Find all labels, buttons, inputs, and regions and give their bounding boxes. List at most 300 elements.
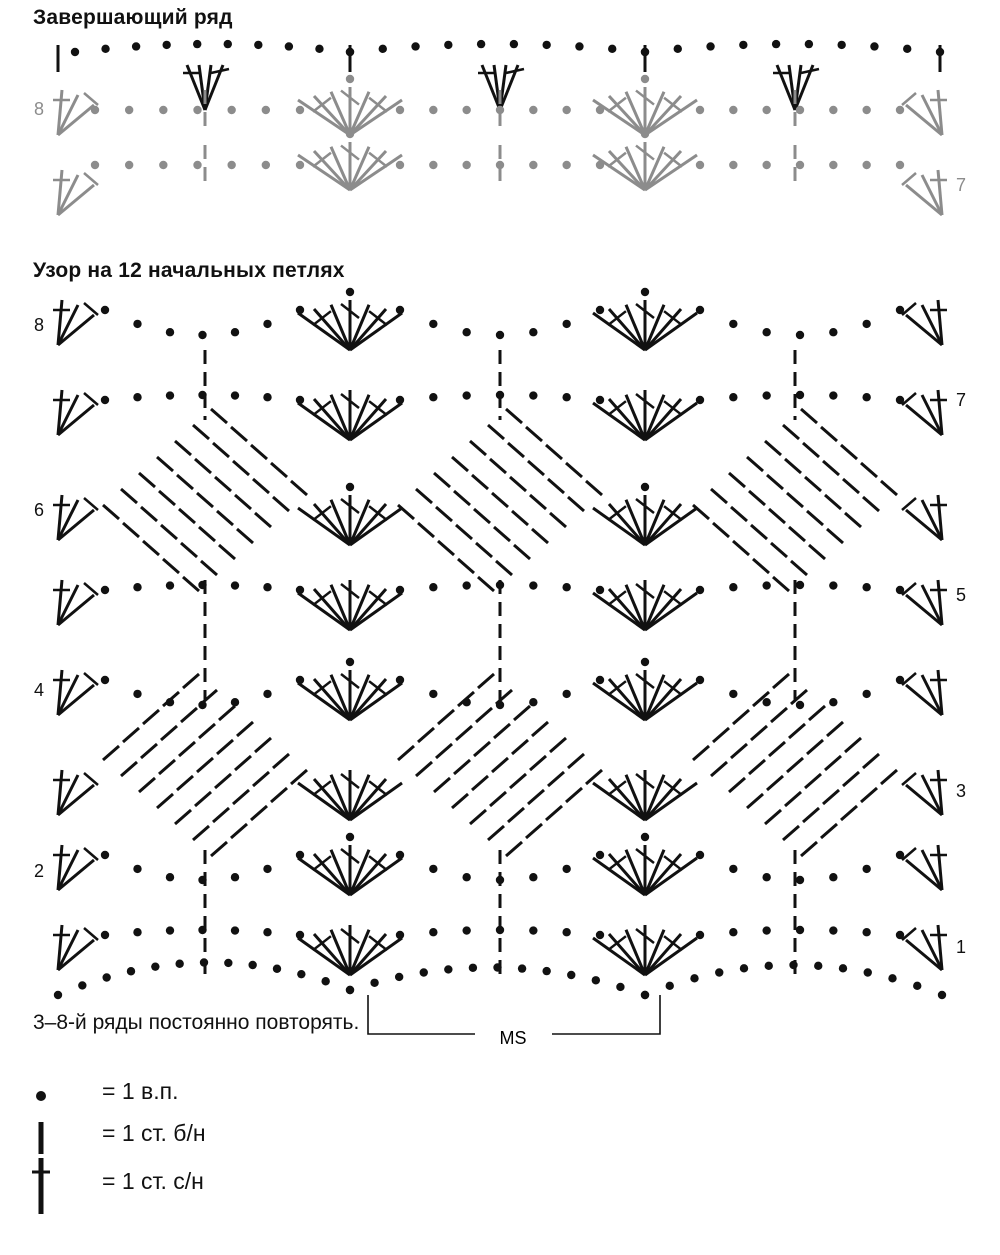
chain-dot: [444, 41, 452, 49]
chain-dot: [132, 42, 140, 50]
chain-dot: [567, 971, 575, 979]
chain-dot: [896, 396, 904, 404]
chain-dot: [542, 41, 550, 49]
diagonal-stitch: [271, 788, 287, 802]
chain-dot: [296, 161, 304, 169]
chain-dot: [263, 690, 271, 698]
edge-fan: [53, 390, 98, 435]
double-crochet: [58, 860, 94, 890]
double-crochet-bar: [84, 393, 98, 405]
diagonal-stitch: [803, 443, 819, 457]
edge-fan: [53, 90, 98, 135]
diagonal-stitch: [103, 746, 119, 760]
chain-dot: [262, 161, 270, 169]
chain-dot: [296, 851, 304, 859]
chain-dot: [101, 306, 109, 314]
repeat-note: 3–8-й ряды постоянно повторять.: [33, 1011, 360, 1034]
edge-fan: [53, 495, 98, 540]
chain-dot: [396, 161, 404, 169]
diagonal-stitch: [235, 495, 251, 509]
chain-dot: [379, 45, 387, 53]
edge-fan: [53, 300, 98, 345]
edge-fan: [902, 170, 947, 215]
edge-fan: [902, 300, 947, 345]
diagonal-stitch: [789, 724, 805, 738]
chain-dot: [862, 320, 870, 328]
shell-fan: [298, 483, 402, 545]
pattern-chart: [53, 288, 947, 999]
chain-dot: [562, 393, 570, 401]
shell-fan: [593, 75, 697, 135]
chain-dot: [315, 45, 323, 53]
double-crochet: [58, 405, 94, 435]
diagonal-stitch: [494, 527, 510, 541]
diagonal-stitch: [731, 507, 747, 521]
chain-dot: [896, 676, 904, 684]
diagonal-stitch: [183, 577, 199, 591]
chain-dot: [346, 130, 354, 138]
double-crochet: [58, 785, 94, 815]
chain-dot: [562, 583, 570, 591]
chain-dot: [429, 865, 437, 873]
chain-dot: [102, 973, 110, 981]
legend-double-crochet: [30, 1164, 204, 1208]
diagonal-stitch: [803, 808, 819, 822]
diagonal-stitch: [418, 728, 434, 742]
shell-fan: [298, 390, 402, 440]
diagonal-stitch: [197, 493, 213, 507]
chain-dot: [78, 981, 86, 989]
diagonal-stitch: [568, 497, 584, 511]
diagonal-stitch: [143, 541, 159, 555]
chain-dot: [862, 690, 870, 698]
chain-dot: [829, 581, 837, 589]
chain-dot: [596, 306, 604, 314]
diagonal-stitch: [785, 459, 801, 473]
diagonal-stitch: [436, 744, 452, 758]
double-crochet-bar: [902, 93, 916, 105]
chain-dot: [562, 865, 570, 873]
double-crochet-bar: [902, 773, 916, 785]
diagonal-stitch: [193, 826, 209, 840]
chain-dot: [296, 306, 304, 314]
chain-dot: [296, 106, 304, 114]
diagonal-stitch: [546, 806, 562, 820]
legend-chain: [30, 1074, 179, 1118]
chain-dot: [133, 690, 141, 698]
diagonal-stitch: [157, 457, 173, 471]
chain-dot: [231, 581, 239, 589]
chain-dot: [864, 968, 872, 976]
diagonal-stitch: [532, 529, 548, 543]
diagonal-stitch: [821, 427, 837, 441]
chain-dot: [101, 931, 109, 939]
chain-dot: [829, 698, 837, 706]
chain-dot: [396, 396, 404, 404]
diagonal-stitch: [568, 754, 584, 768]
diagonal-stitch: [753, 559, 769, 573]
diagonal-stitch: [881, 770, 897, 784]
diagonal-stitch: [789, 527, 805, 541]
edge-fan: [902, 670, 947, 715]
chain-dot: [829, 106, 837, 114]
chain-dot: [796, 876, 804, 884]
diagonal-stitch: [159, 760, 175, 774]
diagonal-stitch: [211, 409, 227, 423]
chain-dot: [396, 106, 404, 114]
chain-dot: [296, 586, 304, 594]
diagonal-stitch: [416, 762, 432, 776]
shell-fan: [298, 770, 402, 820]
chain-dot: [696, 306, 704, 314]
double-crochet: [58, 185, 94, 215]
diagonal-stitch: [217, 740, 233, 754]
diagonal-stitch: [161, 525, 177, 539]
diagonal-stitch: [219, 545, 235, 559]
chain-dot: [762, 873, 770, 881]
diagonal-stitch: [845, 513, 861, 527]
chain-dot: [370, 979, 378, 987]
chain-dot: [789, 961, 797, 969]
diagonal-stitch: [823, 790, 839, 804]
double-crochet: [58, 595, 94, 625]
double-crochet: [58, 940, 94, 970]
row-number: 4: [33, 680, 44, 700]
chain-dot: [101, 851, 109, 859]
diagonal-stitch: [233, 461, 249, 475]
diagonal-stitch: [787, 758, 803, 772]
chain-dot: [706, 42, 714, 50]
chain-dot: [762, 328, 770, 336]
diagonal-stitch: [251, 445, 267, 459]
diagonal-stitch: [843, 479, 859, 493]
diagonal-stitch: [181, 543, 197, 557]
row-number: 3: [956, 781, 967, 801]
diagonal-stitch: [765, 441, 781, 455]
diagonal-stitch: [863, 754, 879, 768]
diagonal-stitch: [496, 690, 512, 704]
chain-dot: [888, 974, 896, 982]
chain-dot: [101, 45, 109, 53]
row-number: 8: [33, 315, 44, 335]
chain-dot: [518, 964, 526, 972]
diagonal-stitch: [550, 738, 566, 752]
chain-dot: [462, 161, 470, 169]
chain-dot: [641, 833, 649, 841]
chain-dot: [729, 320, 737, 328]
diagonal-stitch: [215, 774, 231, 788]
diagonal-stitch: [526, 427, 542, 441]
diagonal-stitch: [175, 810, 191, 824]
chain-dot: [562, 161, 570, 169]
chain-dot: [469, 964, 477, 972]
diagonal-stitch: [456, 525, 472, 539]
diagonal-stitch: [251, 806, 267, 820]
diagonal-stitch: [452, 457, 468, 471]
diagonal-stitch: [490, 792, 506, 806]
chain-dot: [529, 106, 537, 114]
diagonal-stitch: [235, 756, 251, 770]
chain-dot: [829, 926, 837, 934]
diagonal-stitch: [231, 824, 247, 838]
chain-dot: [296, 676, 304, 684]
diagonal-stitch: [474, 509, 490, 523]
chain-dot: [462, 873, 470, 881]
diagonal-stitch: [783, 826, 799, 840]
diagonal-stitch: [470, 810, 486, 824]
chain-dot: [592, 976, 600, 984]
chain-dot: [462, 106, 470, 114]
diagonal-stitch: [253, 479, 269, 493]
diagonal-stitch: [197, 758, 213, 772]
diagonal-stitch: [139, 473, 155, 487]
diagonal-stitch: [825, 495, 841, 509]
diagonal-stitch: [771, 708, 787, 722]
diagonal-stitch: [121, 762, 137, 776]
chain-dot: [805, 40, 813, 48]
diagonal-stitch: [528, 461, 544, 475]
diagonal-stitch: [733, 541, 749, 555]
chain-dot: [596, 586, 604, 594]
chain-dot: [762, 698, 770, 706]
chain-dot: [762, 161, 770, 169]
edge-fan: [53, 925, 98, 970]
diagonal-stitch: [508, 443, 524, 457]
diagonal-stitch: [398, 505, 414, 519]
chain-dot: [127, 967, 135, 975]
chain-dot: [125, 106, 133, 114]
chain-dot: [227, 106, 235, 114]
diagonal-stitch: [141, 744, 157, 758]
chain-dot: [690, 974, 698, 982]
chain-dot: [159, 106, 167, 114]
diagonal-stitch: [452, 794, 468, 808]
diagonal-stitch: [809, 545, 825, 559]
chain-dot: [262, 106, 270, 114]
chain-dot: [641, 288, 649, 296]
diagonal-stitch: [492, 758, 508, 772]
shell-fan: [593, 130, 697, 190]
chain-dot: [562, 928, 570, 936]
diagonal-stitch: [454, 760, 470, 774]
chain-dot: [248, 961, 256, 969]
double-crochet-bar: [902, 173, 916, 185]
chain-dot-icon: [30, 1074, 60, 1118]
chain-dot: [729, 393, 737, 401]
diagonal-stitch: [508, 808, 524, 822]
double-crochet-bar: [902, 928, 916, 940]
diagonal-stitch: [470, 441, 486, 455]
chain-dot: [596, 676, 604, 684]
chain-dot: [796, 391, 804, 399]
chain-dot: [396, 586, 404, 594]
edge-fan: [902, 90, 947, 135]
diagonal-stitch: [769, 509, 785, 523]
double-crochet-bar: [902, 498, 916, 510]
chain-dot: [444, 965, 452, 973]
diagonal-stitch: [199, 724, 215, 738]
chain-dot: [796, 926, 804, 934]
diagonal-stitch: [213, 808, 229, 822]
chain-dot: [696, 396, 704, 404]
chain-dot: [166, 581, 174, 589]
diagonal-stitch: [514, 545, 530, 559]
chain-dot: [193, 106, 201, 114]
diagonal-stitch: [823, 461, 839, 475]
diagonal-stitch: [195, 459, 211, 473]
diamond-block: [103, 409, 307, 591]
diagonal-stitch: [845, 738, 861, 752]
diagonal-stitch: [418, 523, 434, 537]
chain-dot: [562, 106, 570, 114]
shell-fan: [298, 75, 402, 135]
double-crochet-bar: [84, 928, 98, 940]
legend-chain-text: = 1 в.п.: [102, 1078, 179, 1104]
chain-dot: [903, 45, 911, 53]
chain-dot: [729, 865, 737, 873]
chain-dot: [862, 106, 870, 114]
chain-dot: [696, 106, 704, 114]
chain-dot: [696, 586, 704, 594]
legend-double-crochet-text: = 1 ст. с/н: [102, 1168, 204, 1194]
chain-dot: [796, 161, 804, 169]
chain-dot: [729, 690, 737, 698]
chain-dot: [429, 928, 437, 936]
double-crochet-bar: [902, 303, 916, 315]
chain-dot: [796, 581, 804, 589]
finishing-row-heading: Завершающий ряд: [33, 6, 233, 29]
diagonal-stitch: [474, 742, 490, 756]
chain-dot: [596, 396, 604, 404]
diagonal-stitch: [492, 493, 508, 507]
diagonal-stitch: [512, 511, 528, 525]
chain-dot: [321, 977, 329, 985]
chain-dot: [529, 161, 537, 169]
chain-dot: [462, 328, 470, 336]
row-number: 2: [33, 861, 44, 881]
double-crochet-bar: [84, 583, 98, 595]
chain-dot: [263, 393, 271, 401]
chain-dot: [870, 42, 878, 50]
diagonal-stitch: [253, 772, 269, 786]
chain-dot: [396, 676, 404, 684]
chain-dot: [641, 991, 649, 999]
chain-dot: [263, 928, 271, 936]
double-crochet-bar: [902, 393, 916, 405]
double-crochet: [906, 595, 942, 625]
chain-dot: [429, 583, 437, 591]
double-crochet-bar: [902, 673, 916, 685]
edge-fan: [53, 845, 98, 890]
diagonal-stitch: [398, 746, 414, 760]
diagonal-stitch: [771, 543, 787, 557]
double-crochet: [906, 510, 942, 540]
diagonal-stitch: [237, 529, 253, 543]
diagonal-stitch: [861, 788, 877, 802]
chain-dot: [175, 960, 183, 968]
chain-dot: [729, 928, 737, 936]
chain-dot: [796, 701, 804, 709]
chain-dot: [346, 483, 354, 491]
chain-dot: [346, 288, 354, 296]
edge-fan: [53, 580, 98, 625]
diagonal-stitch: [841, 806, 857, 820]
double-crochet: [58, 685, 94, 715]
chain-dot: [762, 391, 770, 399]
chain-dot: [510, 40, 518, 48]
diagonal-stitch: [438, 541, 454, 555]
diagonal-stitch: [825, 756, 841, 770]
chain-dot: [346, 833, 354, 841]
diagonal-stitch: [179, 509, 195, 523]
diagonal-stitch: [546, 445, 562, 459]
diagonal-stitch: [233, 790, 249, 804]
chain-dot: [273, 965, 281, 973]
chain-dot: [231, 926, 239, 934]
edge-fan: [902, 770, 947, 815]
diagonal-stitch: [731, 744, 747, 758]
shell-fan: [298, 130, 402, 190]
chain-dot: [641, 75, 649, 83]
shell-fan: [593, 483, 697, 545]
diagonal-stitch: [566, 463, 582, 477]
double-crochet-bar: [902, 583, 916, 595]
chain-dot: [796, 331, 804, 339]
chain-dot: [762, 106, 770, 114]
diagonal-stitch: [193, 425, 209, 439]
double-crochet: [58, 510, 94, 540]
edge-fan: [902, 495, 947, 540]
chain-dot: [346, 75, 354, 83]
chain-dot: [596, 851, 604, 859]
edge-fan: [53, 170, 98, 215]
chain-dot: [562, 690, 570, 698]
diagonal-stitch: [693, 746, 709, 760]
diagonal-stitch: [713, 728, 729, 742]
diagonal-stitch: [434, 473, 450, 487]
diagonal-stitch: [791, 561, 807, 575]
diagonal-stitch: [773, 674, 789, 688]
chain-dot: [740, 964, 748, 972]
chain-dot: [462, 391, 470, 399]
shell-fan: [298, 658, 402, 720]
shell-fan: [593, 288, 697, 350]
shell-fan: [298, 833, 402, 895]
diagonal-stitch: [181, 708, 197, 722]
chain-dot: [496, 331, 504, 339]
chain-dot: [227, 161, 235, 169]
diagonal-stitch: [143, 710, 159, 724]
chain-dot: [814, 962, 822, 970]
chain-dot: [133, 583, 141, 591]
chain-dot: [296, 931, 304, 939]
double-crochet: [58, 315, 94, 345]
diagonal-stitch: [472, 776, 488, 790]
diagonal-stitch: [157, 794, 173, 808]
double-crochet: [906, 860, 942, 890]
chain-dot: [829, 161, 837, 169]
chain-dot: [829, 391, 837, 399]
diagonal-stitch: [161, 726, 177, 740]
chain-dot: [162, 41, 170, 49]
double-crochet-bar: [84, 498, 98, 510]
diagonal-stitch: [801, 409, 817, 423]
edge-fan: [53, 770, 98, 815]
edge-fan: [902, 390, 947, 435]
diagonal-stitch: [472, 475, 488, 489]
diagonal-stitch: [163, 559, 179, 573]
diagonal-stitch: [805, 774, 821, 788]
